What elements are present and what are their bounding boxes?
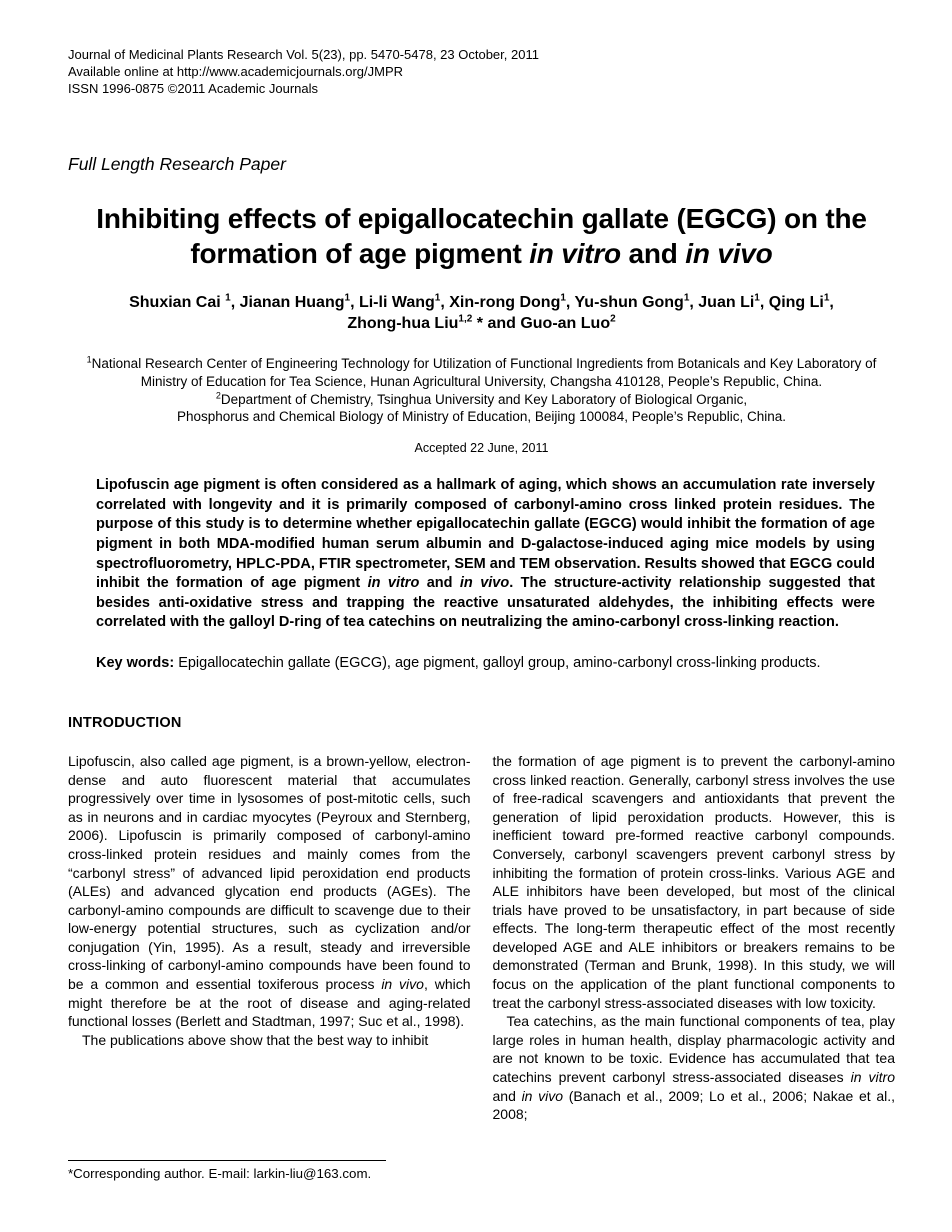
accepted-date: Accepted 22 June, 2011 (414, 441, 549, 456)
body-paragraph: The publications above show that the best way to inhibit (82, 1031, 429, 1048)
affiliations-block (68, 355, 895, 426)
body-paragraph: Lipofuscin, also called age pigment, is a brown-yellow, electron-dense and auto fluorescent material that accumulates progressively over time in lysosomes of post-mitotic cells, such as in neurons and in cardiac myocytes (Peyroux and Sternberg, 2006). Lipofuscin is primarily composed of carbonyl-amino cross-linked protein residues and mainly comes from the “carbonyl stress” of advanced lipid peroxidation end products (ALEs) and advanced glycation end products (AGEs). The carbonyl-amino compounds are difficult to scavenge due to their low-energy potential structures, such as cyclization and/or conjugation (Yin, 1995). As a result, steady and irreversible cross-linking of carbonyl-amino compounds have been found to be a common and essential toxiferous process in vivo, which might therefore be at the root of disease and aging-related functional losses (Berlett and Stadtman, 1997; Suc et al., 1998). (68, 752, 471, 1030)
journal-title-line: Journal of Medicinal Plants Research Vol. 5(23), pp. 5470-5478, 23 October, 2011 (68, 47, 539, 62)
body-columns (68, 752, 895, 1182)
journal-url-line: Available online at http://www.academicjournals.org/JMPR (68, 64, 404, 79)
article-type-label: Full Length Research Paper (68, 154, 286, 174)
abstract-paragraph: Lipofuscin age pigment is often considered as a hallmark of aging, which shows an accumulation rate inversely correlated with longevity and it is primarily composed of carbonyl-amino cross linked protein residues. The purpose of this study is to determine whether epigallocatechin gallate (EGCG) would inhibit the formation of age pigment in both MDA-modified human serum albumin and D-galactose-induced aging mice models by using spectrofluorometry, HPLC-PDA, FTIR spectrometer, SEM and TEM observation. Results showed that EGCG could inhibit the formation of age pigment in vitro and in vivo. The structure-activity relationship suggested that besides anti-oxidative stress and trapping the reactive unsaturated aldehydes, the inhibiting effects were correlated with the galloyl D-ring of tea catechins on neutralizing the amino-carbonyl cross-linking reaction. (96, 477, 875, 631)
affiliation-2: $^2$Department of Chemistry, Tsinghua University and Key Laboratory of Biological Organic, Phosphorus and Chemical Biology of Ministry of Education, Beijing 100084, People’s Republic, China. (176, 390, 787, 425)
paper-title: Inhibiting effects of epigallocatechin gallate (EGCG) on the formation of age pigment in vitro and in vivo (96, 203, 867, 269)
affiliation-1: $^1$National Research Center of Engineering Technology for Utilization of Functional Ingredients from Botanicals and Key Laboratory of Ministry of Education for Tea Science, Hunan Agricultural University, Changsha 410128, People’s Republic, China. (86, 354, 877, 389)
journal-issn-line: ISSN 1996-0875 ©2011 Academic Journals (68, 81, 318, 96)
body-paragraph: Tea catechins, as the main functional components of tea, play large roles in human health, display pharmacologic activity and are not known to be toxic. Evidence has accumulated that tea catechins prevent carbonyl stress-associated diseases in vitro and in vivo (Banach et al., 2009; Lo et al., 2006; Nakae et al., 2008; (492, 1013, 896, 1123)
body-paragraph: the formation of age pigment is to prevent the carbonyl-amino cross linked reaction. Generally, carbonyl stress involves the use of free-radical scavengers and antioxidants that prevent the generation of lipid peroxidation products. However, this is inefficient toward pre-formed reactive carbonyl compounds. Conversely, carbonyl scavengers prevent carbonyl stress by inhibiting the formation of protein cross-links. Various AGE and ALE inhibitors have been developed, but most of the clinical trials have proved to be unsatisfactory, in part because of side effects. The long-term therapeutic effect of the most recently developed AGE and ALE inhibitors or breakers remains to be demonstrated (Terman and Brunk, 1998). In this study, we will focus on the application of the plant functional components to treat the carbonyl stress-associated diseases with low toxicity. (492, 752, 895, 1011)
footnote-divider (68, 1160, 386, 1161)
journal-header (68, 46, 895, 97)
corresponding-author-footnote (68, 1146, 471, 1182)
left-column (68, 752, 471, 1182)
right-column (493, 752, 896, 1182)
footnote-text: *Corresponding author. E-mail: larkin-liu@163.com. (68, 1165, 372, 1181)
section-heading-introduction: INTRODUCTION (68, 714, 182, 731)
authors-line: Shuxian Cai $^1$, Jianan Huang$^1$, Li-li Wang$^1$, Xin-rong Dong$^1$, Yu-shun Gong$^1$, Juan Li$^1$, Qing Li$^1$, Zhong-hua Liu$^{1,2}$ * and Guo-an Luo$^2$ (129, 292, 834, 332)
keywords-paragraph: Key words: Epigallocatechin gallate (EGCG), age pigment, galloyl group, amino-carbonyl cross-linking products. (96, 654, 821, 671)
